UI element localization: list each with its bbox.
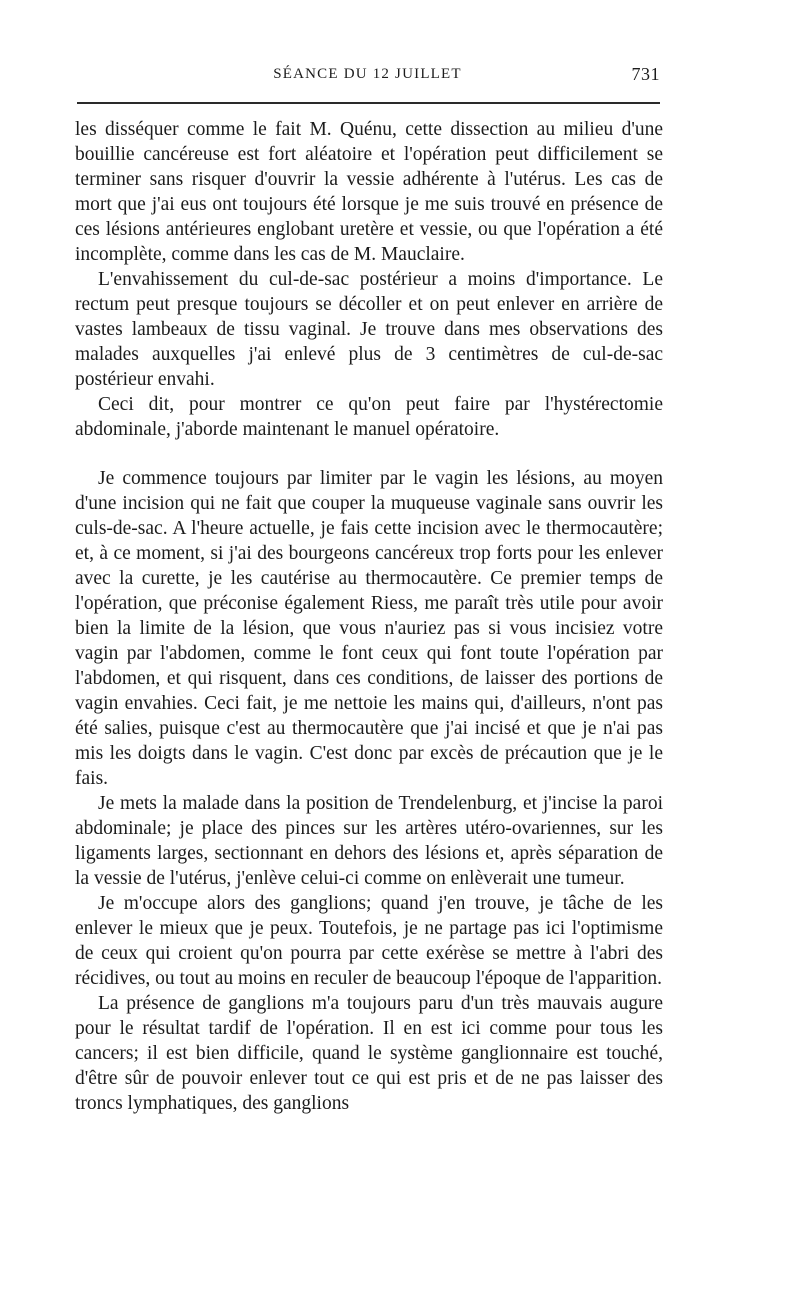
section-gap (75, 442, 663, 466)
running-title: SÉANCE DU 12 JUILLET (273, 66, 462, 82)
body-text (75, 117, 663, 1116)
paragraph: Je commence toujours par limiter par le vagin les lésions, au moyen d'une incision qui ne fait que couper la muqueuse vaginale sans ouvrir les culs-de-sac. A l'heure actuelle, je fais cette incision avec le thermocautère; et, à ce moment, si j'ai des bourgeons cancéreux trop forts pour les enlever avec la curette, je les cautérise au thermocautère. Ce premier temps de l'opération, que préconise également Riess, me paraît très utile pour avoir bien la limite de la lésion, que vous n'auriez pas si vous incisiez votre vagin par l'abdomen, comme le font ceux qui font toute l'opération par l'abdomen, et qui risquent, dans ces conditions, de laisser des portions de vagin envahies. Ceci fait, je me nettoie les mains qui, d'ailleurs, n'ont pas été salies, puisque c'est au thermocautère que j'ai incisé et que je n'ai pas mis les doigts dans le vagin. C'est donc par excès de précaution que je le fais. (75, 468, 663, 789)
paragraph: L'envahissement du cul-de-sac postérieur a moins d'importance. Le rectum peut presque toujours se décoller et on peut enlever en arrière de vastes lambeaux de tissu vaginal. Je trouve dans mes observations des malades auxquelles j'ai enlevé plus de 3 centimètres de cul-de-sac postérieur envahi. (75, 269, 663, 390)
paragraph-continued: les disséquer comme le fait M. Quénu, cette dissection au milieu d'une bouillie cancéreuse est fort aléatoire et l'opération peut difficilement se terminer sans risquer d'ouvrir la vessie adhérente à l'utérus. Les cas de mort que j'ai eus ont toujours été lorsque je me suis trouvé en présence de ces lésions antérieures englobant uretère et vessie, ou que l'opération a été incomplète, comme dans les cas de M. Mauclaire. (75, 119, 663, 265)
header-rule (77, 102, 660, 104)
paragraph: Je mets la malade dans la position de Trendelenburg, et j'incise la paroi abdominale; je place des pinces sur les artères utéro-ovariennes, sur les ligaments larges, sectionnant en dehors des lésions et, après séparation de la vessie de l'utérus, j'enlève celui-ci comme on enlèverait une tumeur. (75, 793, 663, 889)
paragraph: Je m'occupe alors des ganglions; quand j'en trouve, je tâche de les enlever le mieux que je peux. Toutefois, je ne partage pas ici l'optimisme de ceux qui croient qu'on pourra par cette exérèse se mettre à l'abri des récidives, ou tout au moins en reculer de beaucoup l'époque de l'apparition. (75, 893, 663, 989)
running-head (75, 64, 660, 88)
paragraph: Ceci dit, pour montrer ce qu'on peut faire par l'hystérectomie abdominale, j'aborde maintenant le manuel opératoire. (75, 394, 663, 440)
page-number: 731 (631, 64, 660, 84)
paragraph: La présence de ganglions m'a toujours paru d'un très mauvais augure pour le résultat tardif de l'opération. Il en est ici comme pour tous les cancers; il est bien difficile, quand le système ganglionnaire est touché, d'être sûr de pouvoir enlever tout ce qui est pris et de ne pas laisser des troncs lymphatiques, des ganglions (75, 993, 663, 1114)
